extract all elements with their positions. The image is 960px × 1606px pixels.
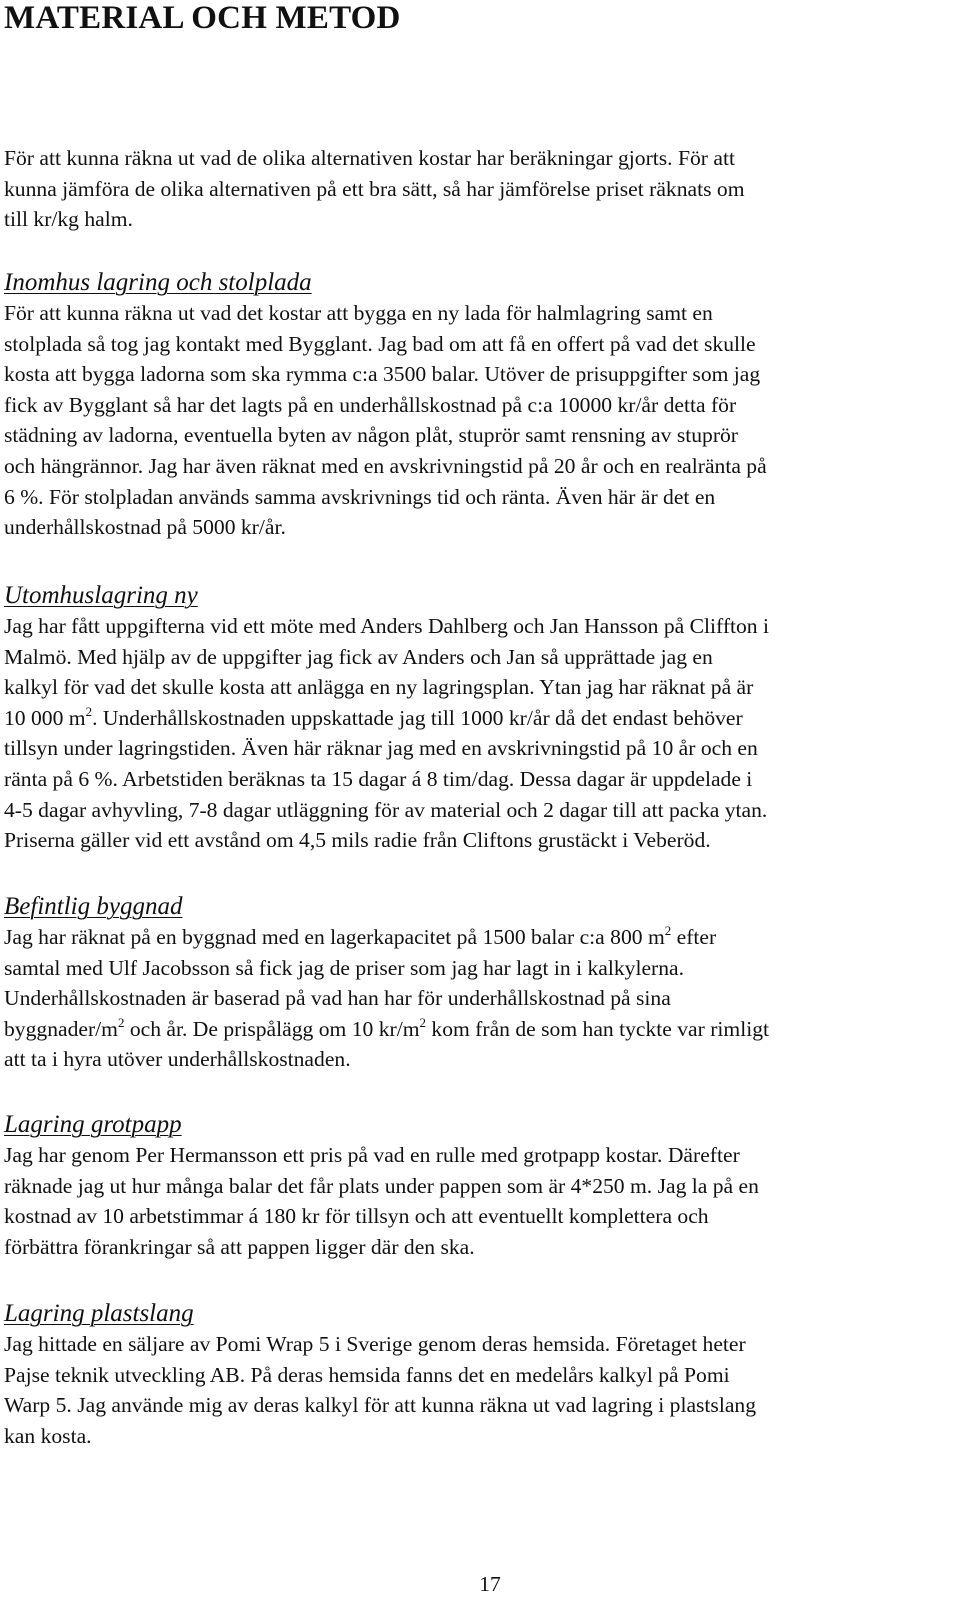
section-heading: Lagring grotpapp	[4, 1111, 182, 1138]
body-text: . Underhållskostnaden uppskattade jag till 1000 kr/år då det endast behöver tillsyn under lagringstiden. Även här räknar jag med en avskrivningstid på 10 år och en ränta på 6 %. Arbetstiden beräknas ta 15 dagar á 8 tim/dag. Dessa dagar är uppdelade i 4-5 dagar avhyvling, 7-8 dagar utläggning för av material och 2 dagar till att packa ytan. Priserna gäller vid ett avstånd om 4,5 mils radie från Cliftons grustäckt i Veberöd.	[4, 705, 768, 853]
section-inomhus-lagring	[4, 267, 956, 543]
superscript: 2	[117, 1014, 125, 1030]
section-heading: Lagring plastslang	[4, 1300, 194, 1327]
body-text: kom från de som han tyckte var rimligt att ta i hyra utöver underhållskostnaden.	[4, 1016, 770, 1072]
section-heading: Inomhus lagring och stolplada	[4, 269, 312, 296]
body-text: Jag har räknat på en byggnad med en lagerkapacitet på 1500 balar c:a 800 m	[4, 925, 665, 949]
superscript: 2	[664, 923, 672, 938]
superscript: 2	[85, 703, 93, 719]
intro-text: För att kunna räkna ut vad de olika alternativen kostar har beräkningar gjorts. För att kunna jämföra de olika alternativen på ett bra sätt, så har jämförelse priset räknats om till kr/kg halm.	[4, 146, 745, 232]
section-heading: Befintlig byggnad	[4, 893, 183, 920]
section-utomhuslagring-ny	[4, 580, 956, 856]
body-text: Jag har fått uppgifterna vid ett möte med Anders Dahlberg och Jan Hansson på Cliffton i Malmö. Med hjälp av de uppgifter jag fick av Anders och Jan så upprättade jag en kalkyl för vad det skulle kosta att anlägga en ny lagringsplan. Ytan jag har räknat på är 10 000 m	[4, 614, 770, 730]
page-number: 17	[479, 1572, 501, 1596]
section-body: Jag har genom Per Hermansson ett pris på vad en rulle med grotpapp kostar. Därefter räknade jag ut hur många balar det får plats under pappen som är 4*250 m. Jag la på en kostnad av 10 arbetstimmar á 180 kr för tillsyn och att eventuellt komplettera och förbättra förankringar så att pappen ligger där den ska.	[4, 1143, 759, 1259]
intro-paragraph	[4, 143, 956, 235]
section-heading: Utomhuslagring ny	[4, 582, 198, 609]
section-body: För att kunna räkna ut vad det kostar att bygga en ny lada för halmlagring samt en stolplada så tog jag kontakt med Bygglant. Jag bad om att få en offert på vad det skulle kosta att bygga ladorna som ska rymma c:a 3500 balar. Utöver de prisuppgifter som jag fick av Bygglant så har det lagts på en underhållskostnad på c:a 10000 kr/år detta för städning av ladorna, eventuella byten av någon plåt, stuprör samt rensning av stuprör och hängrännor. Jag har även räknat med en avskrivningstid på 20 år och en realränta på 6 %. För stolpladan används samma avskrivnings tid och ränta. Även här är det en underhållskostnad på 5000 kr/år.	[4, 301, 767, 540]
section-body: Jag hittade en säljare av Pomi Wrap 5 i Sverige genom deras hemsida. Företaget heter Pajse teknik utveckling AB. På deras hemsida fanns det en medelårs kalkyl på Pomi Warp 5. Jag använde mig av deras kalkyl för att kunna räkna ut vad lagring i plastslang kan kosta.	[4, 1332, 757, 1448]
superscript: 2	[419, 1014, 426, 1030]
body-text: och år. De prispålägg om 10 kr/m	[124, 1016, 420, 1041]
section-lagring-grotpapp	[4, 1109, 956, 1262]
section-body	[4, 611, 956, 856]
page-title: MATERIAL OCH METOD	[4, 0, 401, 36]
section-body	[4, 922, 956, 1075]
body-text: efter samtal med Ulf Jacobsson så fick jag de priser som jag har lagt in i kalkylerna. Underhållskostnaden är baserad på vad han har för underhållskostnad på sina byggnader/m	[4, 925, 717, 1041]
section-lagring-plastslang	[4, 1298, 956, 1451]
section-befintlig-byggnad	[4, 891, 956, 1075]
